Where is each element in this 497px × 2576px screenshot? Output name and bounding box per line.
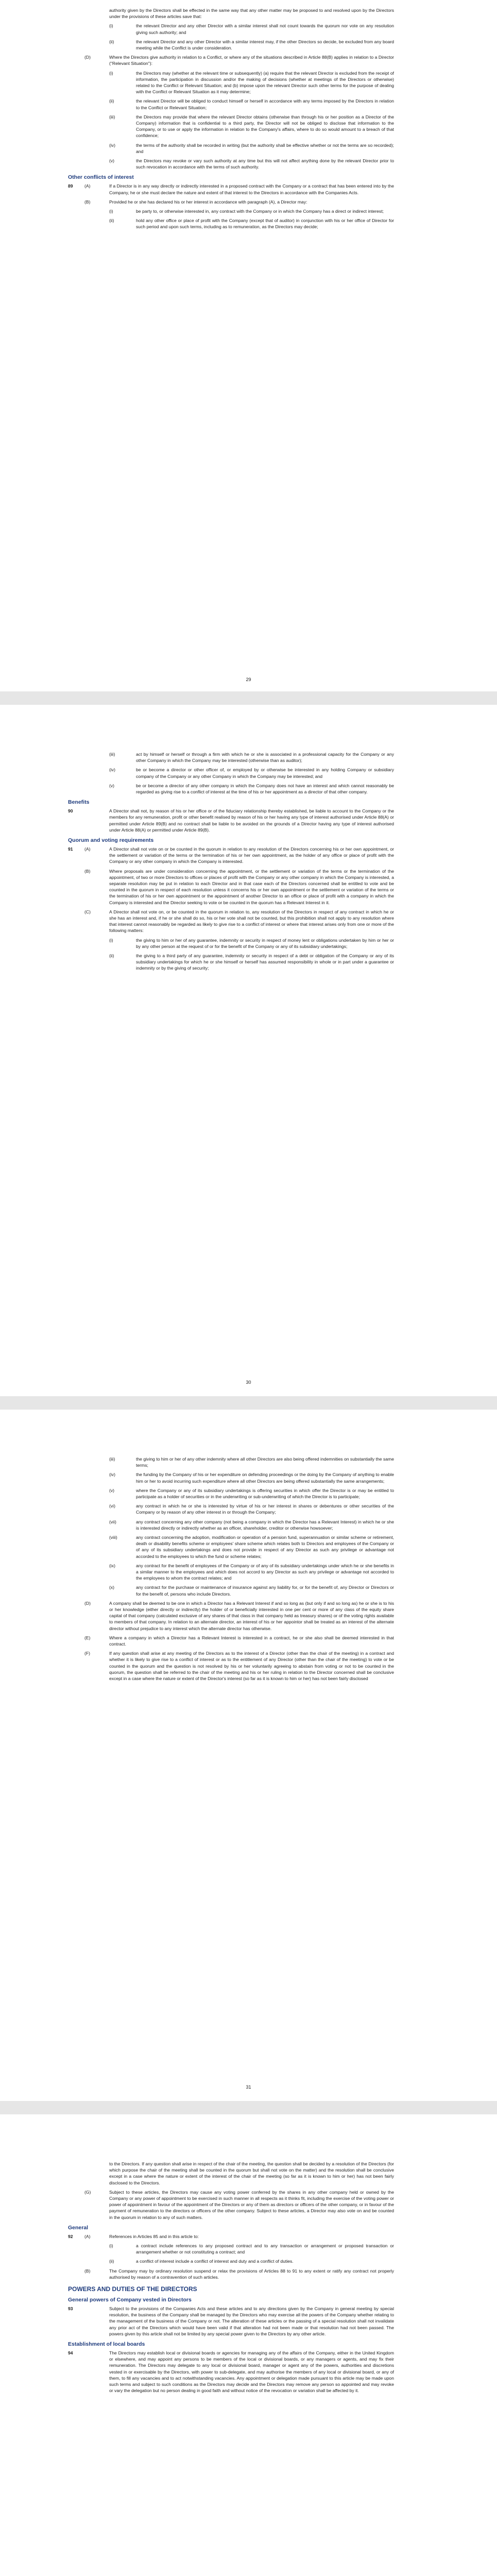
- clause-text: the Directors may provide that where the relevant Director obtains (otherwise than through his or her position as a Director of the Company) information that is confidential to a third party, the Director will not be obliged to disclose that information to the Company, or to use or apply the information in relation to the Company's affairs, where to do so would amount to a breach of that confidence;: [136, 114, 394, 139]
- clause-label: (iii): [109, 752, 115, 757]
- clause-label: (A): [84, 183, 91, 189]
- article-paragraph: [68, 2233, 394, 2240]
- clause-label: (i): [109, 23, 113, 29]
- clause-text: The Company may by ordinary resolution suspend or relax the provisions of Articles 88 to 91 to any extent or ratify any contract not properly authorised by reason of a contravention of such articles.: [109, 2268, 394, 2280]
- clause-label: (i): [109, 937, 113, 943]
- clause-paragraph: [68, 2268, 394, 2280]
- article-paragraph: [68, 2306, 394, 2337]
- clause-label: (B): [84, 2268, 91, 2274]
- clause-text: be or become a director or other officer of, or employed by or otherwise be interested in any holding Company or subsidiary company of the Company or any other Company in which the Company may be interested; and: [136, 767, 394, 779]
- sub-clause: [68, 142, 394, 155]
- clause-text: a conflict of interest include a conflict of interest and duty and a conflict of duties.: [136, 2259, 294, 2264]
- sub-clause: [68, 953, 394, 972]
- clause-label: (B): [84, 199, 91, 205]
- page-number: 29: [246, 677, 251, 682]
- clause-text: be party to, or otherwise interested in, any contract with the Company or in which the Company has a direct or indirect interest;: [136, 209, 384, 214]
- clause-text: where the Company or any of its subsidiary undertakings is offering securities in which offer the Director is or may be entitled to participate as a holder of securities or in the underwriting or sub-underwriting of which the Director is to participate;: [136, 1487, 394, 1500]
- clause-text: the giving to a third party of any guarantee, indemnity or security in respect of a debt or obligation of the Company or any of its subsidiary undertakings for which he or she himself or herself has assumed responsibility in whole or in part under a guarantee or indemnity or by the giving of security;: [136, 953, 394, 971]
- clause-text: act by himself or herself or through a firm with which he or she is associated in a professional capacity for the Company or any other Company in which the Company may be interested (otherwise than as auditor);: [136, 752, 394, 764]
- clause-text: A company shall be deemed to be one in which a Director has a Relevant Interest if and so long as (but only if and so long as) he or she is to his or her knowledge (either directly or indirectly) the holder of or beneficially interested in one per cent or more of any class of the equity share capital of that company (calculated exclusive of any shares of that class in that company held as treasury shares) or of the voting rights available to members of that company. In relation to an alternate director, an interest of his or her appointor shall be treated as an interest of the alternate director without prejudice to any interest which the alternate director has otherwise.: [109, 1600, 394, 1631]
- article-number: 89: [68, 183, 73, 189]
- article-number: 94: [68, 2350, 73, 2356]
- clause-label: (iv): [109, 1472, 115, 1478]
- sub-clause: [68, 751, 394, 764]
- clause-text: A Director shall not vote on, or be counted in the quorum in relation to, any resolution of the Directors in respect of any contract in which he or she has an interest and, if he or she shall do so, his or her vote shall not be counted, but this prohibition shall not apply to any resolution where that interest cannot reasonably be regarded as likely to give rise to a conflict of interest or where that interest arises only from one or more of the following matters:: [109, 909, 394, 934]
- sub-clause: [68, 1563, 394, 1582]
- sub-clause: [68, 1519, 394, 1531]
- clause-label: (iv): [109, 142, 115, 148]
- sub-clause: [68, 937, 394, 950]
- clause-text: be or become a director of any other company in which the Company does not have an interest and which cannot reasonably be regarded as giving rise to a conflict of interest at the time of his or her appointment as a director of that other company.: [136, 783, 394, 795]
- clause-label: (D): [84, 55, 91, 60]
- document-page-31: [0, 1410, 497, 2101]
- section-heading: POWERS AND DUTIES OF THE DIRECTORS: [68, 2285, 197, 2293]
- clause-paragraph: [68, 909, 394, 934]
- clause-paragraph: [68, 199, 394, 205]
- section-heading: General powers of Company vested in Directors: [68, 2297, 192, 2303]
- page-body: [68, 751, 394, 972]
- clause-text: If any question shall arise at any meeting of the Directors as to the interest of a Director (other than the chair of the meeting) in a contract and whether it is likely to give rise to a conflict of interest or as to the entitlement of any Director (other than the chair of the meeting) to vote or be counted in the quorum and the question is not resolved by his or her voluntarily agreeing to abstain from voting or not to be counted in the quorum, the question shall be referred to the chair of the meeting and his or her ruling in relation to the Director concerned shall be conclusive except in a case where the nature or extent of the Director's interest (so far as it is known to him or her) has not been fairly disclosed: [109, 1651, 394, 1682]
- clause-label: (ii): [109, 39, 114, 44]
- sub-clause: [68, 23, 394, 35]
- clause-text: authority given by the Directors shall be effected in the same way that any other matter may be proposed to and resolved upon by the Directors under the provisions of these articles save that:: [109, 8, 394, 20]
- clause-label: (ix): [109, 1563, 115, 1568]
- sub-clause: [68, 2243, 394, 2255]
- clause-label: (A): [84, 846, 91, 852]
- clause-text: Where a company in which a Director has a Relevant Interest is interested in a contract, he or she also shall be deemed interested in that contract.: [109, 1635, 394, 1647]
- sub-clause: [68, 114, 394, 139]
- clause-label: (B): [84, 868, 91, 874]
- sub-clause: [68, 158, 394, 170]
- clause-text: Subject to the provisions of the Companies Acts and these articles and to any directions given by the Company in general meeting by special resolution, the business of the Company shall be managed by the Directors who may exercise all the powers of the Company whether relating to the management of the business of the Company or not. The alteration of these articles or the passing of a special resolution shall not invalidate any prior act of the Directors which would have been valid if that alteration had not been made or that resolution had not been passed. The powers given by this article shall not be limited by any special power given to the Directors by any other article.: [109, 2306, 394, 2336]
- document-page-29: [0, 0, 497, 691]
- article-paragraph: [68, 2350, 394, 2394]
- article-number: 90: [68, 808, 73, 814]
- page-number: 31: [246, 2084, 251, 2090]
- clause-label: (F): [84, 1651, 90, 1656]
- sub-clause: [68, 1487, 394, 1500]
- sub-clause: [68, 783, 394, 795]
- clause-text: A Director shall not, by reason of his or her office or of the fiduciary relationship thereby established, be liable to account to the Company or the members for any remuneration, profit or other benefit realised by reason of his or her having any type of interest authorised under Article 88(A) or permitted under Article 89(B) and no contract shall be liable to be avoided on the grounds of a Director having any type of interest authorised under Article 88(A) or permitted under Article 89(B).: [109, 808, 394, 833]
- article-paragraph: [68, 808, 394, 833]
- clause-label: (D): [84, 1600, 91, 1606]
- section-heading: Benefits: [68, 799, 90, 806]
- clause-text: the giving to him or her of any guarantee, indemnity or security in respect of money lent or obligations undertaken by him or her or by any other person at the request of or for the benefit of the Company or any of its subsidiary undertakings;: [136, 937, 394, 949]
- clause-label: (i): [109, 2243, 113, 2249]
- clause-label: (ii): [109, 218, 114, 224]
- clause-label: (viii): [109, 1535, 117, 1540]
- article-paragraph: [68, 183, 394, 195]
- page-body: [68, 7, 394, 230]
- clause-text: any contract concerning any other company (not being a company in which the Director has a Relevant Interest) in which he or she is interested directly or indirectly whether as an officer, shareholder, creditor or otherwise howsoever;: [136, 1519, 394, 1531]
- page-number: 30: [246, 1380, 251, 1385]
- document-page-30: [0, 705, 497, 1396]
- clause-text: the giving to him or her of any other indemnity where all other Directors are also being offered indemnities on substantially the same terms;: [136, 1456, 394, 1468]
- section-heading: Quorum and voting requirements: [68, 837, 154, 844]
- clause-text: hold any other office or place of profit with the Company (except that of auditor) in conjunction with his or her office of Director for such period and upon such terms, including as to remuneration, as the Directors may decide;: [136, 218, 394, 230]
- sub-clause: [68, 1503, 394, 1515]
- sub-clause: [68, 39, 394, 51]
- clause-paragraph: [68, 54, 394, 66]
- clause-text: Where the Directors give authority in relation to a Conflict, or where any of the situations described in Article 88(B) applies in relation to a Director ("Relevant Situation"):: [109, 55, 394, 66]
- clause-paragraph: [68, 1600, 394, 1632]
- clause-label: (E): [84, 1635, 91, 1640]
- clause-text: Subject to these articles, the Directors may cause any voting power conferred by the shares in any other company held or owned by the Company or any power of appointment to be exercised in such manner in all respects as it thinks fit, including the exercise of the voting power or power of appointment in favour of the appointment of the Directors or any of them as directors or officers of the other company, or in favour of the payment of remuneration to the directors or officers of the other company. Subject to these articles, a Director may also vote on and be counted in the quorum in relation to any of such matters.: [109, 2189, 394, 2220]
- clause-label: (ii): [109, 98, 114, 104]
- sub-clause: [68, 2258, 394, 2264]
- sub-clause: [68, 767, 394, 779]
- clause-paragraph: [68, 1650, 394, 1682]
- clause-text: any contract in which he or she is interested by virtue of his or her interest in shares or debentures or other securities of the Company or by reason of any other interest in or through the Company;: [136, 1503, 394, 1515]
- clause-label: (v): [109, 783, 115, 788]
- clause-label: (A): [84, 2233, 91, 2239]
- clause-label: (iv): [109, 767, 115, 773]
- clause-text: a contract include references to any proposed contract and to any transaction or arrangement or proposed transaction or arrangement whether or not constituting a contract; and: [136, 2243, 394, 2255]
- clause-label: (v): [109, 1487, 115, 1493]
- clause-text: the relevant Director and any other Director with a similar interest shall not count towards the quorum nor vote on any resolution giving such authority; and: [136, 23, 394, 35]
- clause-label: (i): [109, 209, 113, 214]
- clause-text: any contract for the purchase or maintenance of insurance against any liability for, or for the benefit of, any Director or Directors or for the benefit of, persons who include Directors.: [136, 1585, 394, 1597]
- sub-clause: [68, 1456, 394, 1468]
- section-heading: General: [68, 2224, 89, 2231]
- document-page-32: [0, 2114, 497, 2576]
- sub-clause: [68, 1534, 394, 1560]
- sub-clause: [68, 1471, 394, 1484]
- sub-clause: [68, 217, 394, 230]
- clause-label: (ii): [109, 953, 114, 959]
- article-number: 91: [68, 846, 73, 852]
- sub-clause: [68, 208, 394, 214]
- clause-text: If a Director is in any way directly or indirectly interested in a proposed contract with the Company or a contract that has been entered into by the Company, he or she must declare the nature and extent of that interest to the Directors in accordance with the Companies Acts.: [109, 183, 394, 195]
- clause-text: References in Articles 85 and in this article to:: [109, 2233, 199, 2239]
- clause-label: (vii): [109, 1519, 116, 1524]
- clause-text: to the Directors. If any question shall arise in respect of the chair of the meeting, the question shall be decided by a resolution of the Directors (for which purpose the chair of the meeting shall be counted in the quorum but shall not vote on the matter) and the resolution shall be conclusive except in a case where the nature or extent of the interest of the chair of the meeting (so far as it is known to him or her) has not been fairly disclosed to the Directors.: [109, 2161, 394, 2185]
- sub-clause: [68, 70, 394, 95]
- sub-clause: [68, 98, 394, 110]
- clause-paragraph: [68, 868, 394, 906]
- article-paragraph: [68, 846, 394, 865]
- clause-label: (v): [109, 158, 115, 164]
- clause-text: any contract concerning the adoption, modification or operation of a pension fund, superannuation or similar scheme or retirement, death or disability benefits scheme or employees' share scheme which relates both to Directors and employees of the Company or of any of its subsidiary undertakings and does not provide in respect of any Director as such any privilege or advantage not accorded to the employees to which the fund or scheme relates;: [136, 1535, 394, 1559]
- clause-text: Provided he or she has declared his or her interest in accordance with paragraph (A), a Director may:: [109, 199, 307, 205]
- clause-text: The Directors may establish local or divisional boards or agencies for managing any of the affairs of the Company, either in the United Kingdom or elsewhere, and may appoint any persons to be members of the local or divisional boards, or any managers or agents, and may fix their remuneration. The Directors may delegate to any local or divisional board, manager or agent any of the powers, authorities and discretions vested in or exercisable by the Directors, with power to sub-delegate, and may authorise the members of any local or divisional board, or any of them, to fill any vacancies and to act notwithstanding vacancies. Any appointment or delegation made pursuant to this article may be made upon such terms and subject to such conditions as the Directors may decide and the Directors may remove any person so appointed and may revoke or vary the delegation but no person dealing in good faith and without notice of the revocation or variation shall be affected by it.: [109, 2350, 394, 2394]
- clause-text: the Directors may (whether at the relevant time or subsequently) (a) require that the relevant Director is excluded from the receipt of information, the participation in discussion and/or the making of decisions (whether at meetings of the Directors or otherwise) related to the Conflict or Relevant Situation; and (b) impose upon the relevant Director such other terms for the purpose of dealing with the Conflict or Relevant Situation as it may determine;: [136, 70, 394, 95]
- clause-text: the funding by the Company of his or her expenditure on defending proceedings or the doing by the Company of anything to enable him or her to avoid incurring such expenditure where all other Directors are being offered substantially the same arrangements;: [136, 1472, 394, 1484]
- clause-label: (vi): [109, 1503, 115, 1509]
- clause-text: the relevant Director will be obliged to conduct himself or herself in accordance with any terms imposed by the Directors in relation to the Conflict or Relevant Situation;: [136, 98, 394, 110]
- clause-label: (ii): [109, 2259, 114, 2264]
- section-heading: Establishment of local boards: [68, 2341, 145, 2348]
- sub-clause: [68, 1584, 394, 1597]
- clause-text: the terms of the authority shall be recorded in writing (but the authority shall be effective whether or not the terms are so recorded); and: [136, 142, 394, 154]
- clause-paragraph: [68, 1635, 394, 1647]
- clause-label: (G): [84, 2189, 91, 2195]
- article-number: 93: [68, 2306, 73, 2312]
- clause-label: (iii): [109, 1456, 115, 1462]
- clause-text: A Director shall not vote on or be counted in the quorum in relation to any resolution of the Directors concerning his or her own appointment, or the settlement or variation of the terms or the termination of his or her own appointment, as the holder of any office or place of profit with the Company or any other company in which the Company is interested.: [109, 846, 394, 865]
- clause-paragraph: [68, 2189, 394, 2221]
- section-heading: Other conflicts of interest: [68, 174, 134, 181]
- page-body: [68, 1456, 394, 1682]
- clause-text: the relevant Director and any other Director with a similar interest may, if the other Directors so decide, be excluded from any board meeting while the Conflict is under consideration.: [136, 39, 394, 51]
- clause-text: the Directors may revoke or vary such authority at any time but this will not affect anything done by the relevant Director prior to such revocation in accordance with the terms of such authority.: [136, 158, 394, 170]
- clause-label: (iii): [109, 114, 115, 120]
- clause-label: (i): [109, 70, 113, 76]
- clause-text: Where proposals are under consideration concerning the appointment, or the settlement or variation of the terms or the termination of the appointment, of two or more Directors to offices or places of profit with the Company or any other company in which the Company is interested, a separate resolution may be put in relation to each Director and in that case each of the Directors concerned shall be entitled to vote and be counted in the quorum in respect of each resolution unless it concerns his or her own appointment or the settlement or variation of the terms or the termination of his or her own appointment or the appointment of another Director to an office or place of profit with a company in which the Company is interested and the Director seeking to vote or be counted in the quorum has a Relevant Interest in it.: [109, 868, 394, 905]
- clause-text: any contract for the benefit of employees of the Company or of any of its subsidiary undertakings under which he or she benefits in a similar manner to the employees and which does not accord to any Director as such any privilege or advantage not accorded to the employees to whom the contract relates; and: [136, 1563, 394, 1581]
- clause-label: (x): [109, 1585, 115, 1590]
- page-body: [68, 2161, 394, 2394]
- clause-paragraph: [68, 7, 394, 20]
- clause-label: (C): [84, 909, 91, 914]
- article-number: 92: [68, 2233, 73, 2239]
- clause-paragraph: [68, 2161, 394, 2186]
